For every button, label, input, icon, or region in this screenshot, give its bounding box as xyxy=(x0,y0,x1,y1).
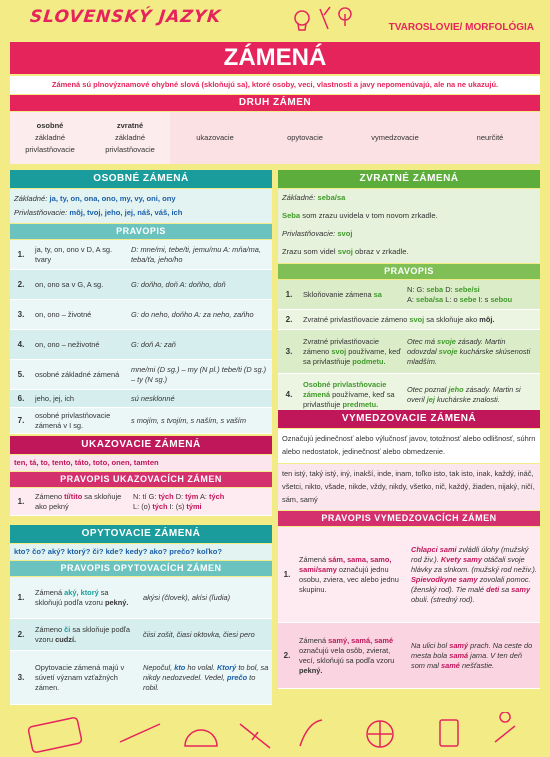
hl: kto xyxy=(174,662,186,672)
t: L: (o) xyxy=(133,501,153,511)
hl: samá xyxy=(449,650,469,660)
calculator-icon xyxy=(440,720,458,746)
t: D: xyxy=(443,284,455,294)
label: Privlastňovacie: xyxy=(282,229,336,238)
druh-cell-zvratne xyxy=(90,112,170,164)
hl: predmetu. xyxy=(342,399,379,409)
vymedzovacie-desc: Označujú jedinečnosť alebo výlučnosť javov, totožnosť alebo odlišnosť, súhrn alebo nedostatok, jedinečnosť alebo obmedzenie. xyxy=(278,429,540,463)
t: zásady. Martin odovzdal xyxy=(407,336,506,356)
row-example xyxy=(404,283,540,307)
t: obraz v zrkadle. xyxy=(352,247,409,256)
druh-label: vymedzovacie xyxy=(371,133,419,142)
row-example xyxy=(404,335,540,369)
row-num: 3. xyxy=(285,347,293,356)
row-example: s mojím, s tvojím, s naším, s vaším xyxy=(131,415,246,425)
t: pekný. xyxy=(104,597,129,607)
table-row xyxy=(278,527,540,623)
t: D: xyxy=(173,491,186,501)
hl: tých xyxy=(152,501,168,511)
opytovacie-rules xyxy=(10,577,272,705)
row-num: 2. xyxy=(17,280,25,289)
hl: Kvety samy xyxy=(440,554,482,564)
t: zovolali pomoc. (ženský rod). Tie malé xyxy=(411,574,531,594)
book-icon xyxy=(28,717,82,753)
row-num: 1. xyxy=(17,593,25,602)
druh-sub: privlastňovacie xyxy=(25,145,75,154)
row-num: 4. xyxy=(17,340,25,349)
t: sa skloňujú podľa vzoru xyxy=(35,587,109,607)
hl: svoje xyxy=(438,346,458,356)
row-text: jeho, jej, ich xyxy=(35,393,75,403)
t: ho volal. xyxy=(185,662,217,672)
row-num: 1. xyxy=(283,570,291,579)
pen-icon xyxy=(300,720,322,746)
intro-text: Zámená sú plnovýznamové ohybné slová (skloňujú sa), ktoré osoby, veci, vlastnosti a javy nepomenúvajú, ale na ne ukazujú. xyxy=(10,76,540,94)
t: G: xyxy=(416,284,427,294)
osobne-header: OSOBNÉ ZÁMENÁ xyxy=(10,170,272,188)
row-num: 4. xyxy=(285,390,293,399)
row-num: 5. xyxy=(17,370,25,379)
row-num: 1. xyxy=(285,290,293,299)
t: Zrazu som videl xyxy=(282,247,338,256)
t: otáčali svoje hlávky za slnkom. (mužský rod neživ.). xyxy=(411,554,537,574)
hl: samé xyxy=(440,660,460,670)
t: používame, keď sa privlastňuje xyxy=(303,389,395,409)
hl: aký, ktorý xyxy=(64,587,99,597)
t: som zrazu uvidela v tom novom zrkadle. xyxy=(300,211,438,220)
hl: Spievodkyne samy xyxy=(411,574,478,584)
t: Otec poznal xyxy=(407,384,449,394)
row-text xyxy=(32,586,140,610)
vymedzovacie-rules xyxy=(278,527,540,689)
hl: samý, samá, samé xyxy=(328,635,394,645)
t: obuli. (stredný rod). xyxy=(411,594,475,604)
hl: tým xyxy=(185,491,199,501)
row-example: G: doň A: zaň xyxy=(131,339,176,349)
opytovacie-pravopis-header: PRAVOPIS OPYTOVACÍCH ZÁMEN xyxy=(10,561,272,576)
row-example xyxy=(408,639,540,673)
hl: svoj xyxy=(337,247,353,256)
row-text xyxy=(300,313,540,327)
row-text: Opytovacie zámená majú v súvetí význam vzťažných zámen. xyxy=(35,662,125,692)
druh-cell-opytovacie xyxy=(260,112,350,164)
t: L: o xyxy=(443,294,460,304)
osobne-pravopis-header: PRAVOPIS xyxy=(10,224,272,239)
hl: Chlapci sami xyxy=(411,544,457,554)
hl: samy xyxy=(511,584,531,594)
table-row xyxy=(10,619,272,651)
hl: svoj xyxy=(331,346,347,356)
row-example: akýsi (človek), akísi (ľudia) xyxy=(143,592,231,602)
t: používame, keď sa privlastňuje xyxy=(303,346,401,366)
table-row xyxy=(10,651,272,705)
row-num: 2. xyxy=(17,630,25,639)
table-row xyxy=(10,240,272,270)
t: prach. Na ceste do mesta bola xyxy=(411,640,533,660)
t: I: s xyxy=(476,294,491,304)
table-row xyxy=(278,280,540,310)
t: sa skloňuje ako xyxy=(424,314,480,324)
druh-sub: základné xyxy=(114,133,146,142)
druh-label: osobné xyxy=(36,121,64,130)
hl: Osobné privlastňovacie zámená xyxy=(303,379,387,399)
t: kuchárske skúsenosti mladším. xyxy=(407,346,531,366)
row-example: G: do neho, doňho A: za neho, zaňho xyxy=(131,309,254,319)
hl: seba xyxy=(426,284,444,294)
t: Zámená xyxy=(35,587,65,597)
t: zvládli úlohy (mužský rod živ.). xyxy=(411,544,529,564)
row-text xyxy=(300,378,404,412)
row-text xyxy=(300,335,404,369)
row-text xyxy=(296,553,408,597)
row-num: 2. xyxy=(285,315,293,324)
row-text: ja, ty, on, ono v D, A sg. tvary xyxy=(35,244,113,264)
druh-header: DRUH ZÁMEN xyxy=(10,95,540,111)
row-num: 3. xyxy=(17,310,25,319)
t: Zámeno xyxy=(35,624,65,634)
druh-cell-osobne xyxy=(10,112,90,164)
category-label: TVAROSLOVIE/ MORFOLÓGIA xyxy=(388,22,534,33)
t: Na ulici bol xyxy=(411,640,450,650)
table-row xyxy=(278,310,540,330)
table-row xyxy=(10,577,272,619)
hl: sebou xyxy=(490,294,513,304)
page-title: ZÁMENÁ xyxy=(10,42,540,74)
hl: seba/sa xyxy=(416,294,444,304)
ukazovacie-header: UKAZOVACIE ZÁMENÁ xyxy=(10,436,272,454)
t: Zámená xyxy=(299,635,329,645)
table-row xyxy=(10,390,272,408)
t: to bol, sa nikdy nedozvedel. Vedel, xyxy=(143,662,269,682)
druh-cell-ukazovacie xyxy=(170,112,260,164)
label: Základné: xyxy=(14,194,48,203)
row-example: mne/mi (D sg.) – my (N pl.) tebe/ti (D sg.) – ty (N sg.) xyxy=(131,364,267,384)
hl: seba/sa xyxy=(317,193,346,202)
row-example xyxy=(408,543,540,607)
hl: tých xyxy=(158,491,174,501)
table-row xyxy=(278,623,540,689)
hl: svoje xyxy=(436,336,456,346)
row-example xyxy=(130,490,272,514)
druh-label: opytovacie xyxy=(287,133,323,142)
hl: samý xyxy=(449,640,469,650)
t: pekný. xyxy=(299,665,323,675)
t: sa xyxy=(499,584,512,594)
row-text xyxy=(32,623,140,647)
row-num: 1. xyxy=(17,250,25,259)
table-row xyxy=(10,360,272,390)
hl: Ktorý xyxy=(216,662,237,672)
row-example: čiisi zošit, čiasi oktovka, čiesi pero xyxy=(143,629,255,639)
hl: prečo xyxy=(226,672,248,682)
t: I: (s) xyxy=(167,501,187,511)
zvratne-rules xyxy=(278,280,540,416)
footer-doodles xyxy=(0,712,550,757)
ruler-icon xyxy=(240,724,270,748)
row-text: osobné privlastňovacie zámená v I sg. xyxy=(35,410,111,430)
t: Zvratné privlastňovacie zámeno xyxy=(303,314,410,324)
t: sa skloňuje ako pekný xyxy=(35,491,122,511)
t: Zvratné privlastňovacie zámeno xyxy=(303,336,379,356)
druh-sub: základné xyxy=(34,133,66,142)
t: N: tí G: xyxy=(133,491,159,501)
druh-label: ukazovacie xyxy=(196,133,234,142)
pencil-icon xyxy=(120,724,160,742)
hl: sebe xyxy=(459,294,477,304)
t: Zámeno xyxy=(35,491,65,501)
row-text xyxy=(300,288,404,302)
hl: sám, sama, samo, sami/samy xyxy=(299,554,392,574)
hl: svoj xyxy=(409,314,425,324)
t: zásady. Martin si overil xyxy=(407,384,521,404)
t: nešťastie. xyxy=(459,660,495,670)
hl: sebe/si xyxy=(454,284,480,294)
doodle-icons xyxy=(290,4,370,34)
opytovacie-words: kto? čo? aký? ktorý? či? kde? kedy? ako? prečo? koľko? xyxy=(10,544,272,560)
row-example: D: mne/mi, tebe/ti, jemu/mu A: mňa/ma, teba/ťa, jeho/ho xyxy=(131,244,261,264)
t: označujú jednu osobu, zviera, vec alebo jednu skupinu. xyxy=(299,564,399,594)
row-num: 2. xyxy=(283,651,291,660)
vymedzovacie-header: VYMEDZOVACIE ZÁMENÁ xyxy=(278,410,540,428)
osobne-words xyxy=(10,189,272,223)
ukazovacie-pravopis-header: PRAVOPIS UKAZOVACÍCH ZÁMEN xyxy=(10,472,272,487)
druh-label: neurčité xyxy=(476,133,504,142)
zvratne-pravopis-header: PRAVOPIS xyxy=(278,264,540,279)
druh-cell-neurcite xyxy=(440,112,540,164)
t: môj. xyxy=(479,314,495,324)
ukazovacie-rules xyxy=(10,488,272,516)
table-row xyxy=(10,488,272,516)
druh-cell-vymedzovacie xyxy=(350,112,440,164)
subject-title: SLOVENSKÝ JAZYK xyxy=(28,7,223,27)
row-example: sú nesklonné xyxy=(131,393,175,403)
row-text: on, ono sa v G, A sg. xyxy=(35,279,104,289)
t: označujú vela osôb, zvierat, vecí, skloňujú sa podľa vzoru xyxy=(299,645,395,665)
row-num: 7. xyxy=(17,416,25,425)
hl: deti xyxy=(486,584,500,594)
row-text xyxy=(296,634,408,678)
t: jama. V ten deň som mal xyxy=(411,650,522,670)
vymedzovacie-words: ten istý, taký istý, iný, inakší, inde, inam, toľko isto, tak isto, inak, každý, ináč, všetci, nikto, všade, nikde, vždy, nikdy, všetko, nič, každý, žiaden, nijaký, ničí, sám, samý xyxy=(278,464,540,510)
hl: tými xyxy=(186,501,202,511)
hl: svoj xyxy=(337,229,353,238)
druh-table xyxy=(10,112,540,164)
t: Skloňovanie zámena xyxy=(303,289,374,299)
table-row xyxy=(10,330,272,360)
scissors-icon xyxy=(495,712,515,742)
osobne-privl: môj, tvoj, jeho, jej, náš, váš, ich xyxy=(69,208,183,217)
osobne-rules xyxy=(10,240,272,434)
hl: či xyxy=(64,624,71,634)
t: A: xyxy=(407,294,417,304)
hl: sa xyxy=(373,289,382,299)
t: A: xyxy=(198,491,210,501)
t: Nepočul, xyxy=(143,662,175,672)
opytovacie-header: OPYTOVACIE ZÁMENÁ xyxy=(10,525,272,543)
row-text: osobné základné zámená xyxy=(35,369,120,379)
zvratne-header: ZVRATNÉ ZÁMENÁ xyxy=(278,170,540,188)
zvratne-words xyxy=(278,189,540,263)
table-row xyxy=(10,300,272,330)
hl: Seba xyxy=(282,211,301,220)
t: sa skloňuje podľa vzoru xyxy=(35,624,131,644)
row-example xyxy=(404,383,540,407)
label: Základné: xyxy=(282,193,316,202)
vymedzovacie-pravopis-header: PRAVOPIS VYMEDZOVACÍCH ZÁMEN xyxy=(278,511,540,526)
hl: tí/tito xyxy=(64,491,83,501)
row-text: on, ono – neživotné xyxy=(35,339,100,349)
row-example xyxy=(140,661,272,695)
label: Privlastňovacie: xyxy=(14,208,68,217)
t: N: xyxy=(407,284,417,294)
t: kuchárske znalosti. xyxy=(434,394,500,404)
druh-sub: privlastňovacie xyxy=(105,145,155,154)
t: Zámená xyxy=(299,554,329,564)
protractor-icon xyxy=(185,730,217,746)
row-num: 1. xyxy=(17,497,25,506)
hl: jeho xyxy=(448,384,464,394)
t: to robil. xyxy=(143,672,256,692)
table-row xyxy=(10,408,272,434)
t: Otec má xyxy=(407,336,437,346)
druh-label: zvratné xyxy=(116,121,144,130)
row-example: G: doňho, doň A: doňho, doň xyxy=(131,279,226,289)
table-row xyxy=(278,330,540,374)
ukazovacie-words: ten, tá, to, tento, táto, toto, onen, tamten xyxy=(10,455,272,471)
hl: jej xyxy=(426,394,435,404)
hl: podmetu. xyxy=(352,356,386,366)
row-num: 6. xyxy=(17,394,25,403)
t: cudzí. xyxy=(55,634,77,644)
osobne-zakladne: ja, ty, on, ona, ono, my, vy, oni, ony xyxy=(49,194,176,203)
row-num: 3. xyxy=(17,673,25,682)
row-text xyxy=(32,490,130,514)
hl: tých xyxy=(209,491,225,501)
row-text: on, ono – životné xyxy=(35,309,92,319)
table-row xyxy=(10,270,272,300)
